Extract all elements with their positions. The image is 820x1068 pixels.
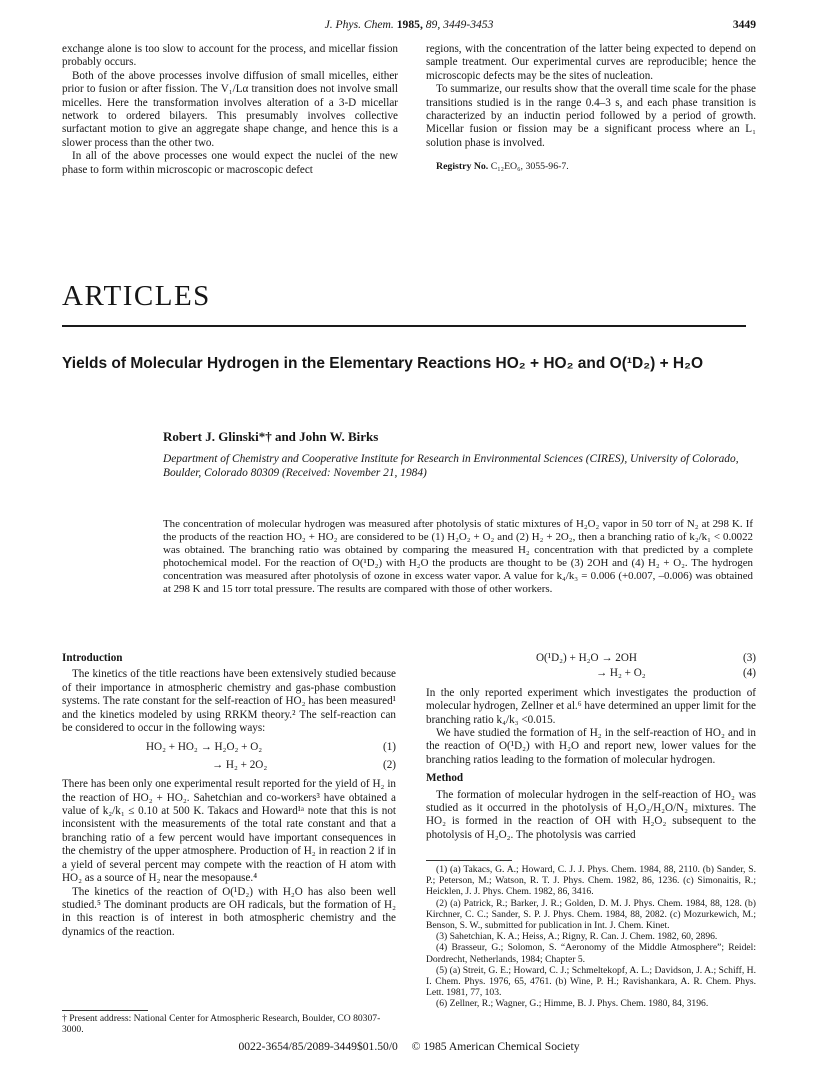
equation-4: [426, 667, 756, 680]
reference-item: (2) (a) Patrick, R.; Barker, J. R.; Golden, D. M. J. Phys. Chem. 1984, 88, 128. (b) Kirchner, C. C.; Sander, S. P. J. Phys. Chem. 1984, 88, 2082. (c) Mozurkewich, M.; Benson, S. W., submitted for publication in Int. J. Chem. Kinet.: [426, 897, 756, 932]
equation-number: (3): [743, 652, 756, 664]
journal-name: J. Phys. Chem.: [324, 18, 394, 31]
previous-article-right-column: [426, 43, 756, 174]
footnote-divider: [62, 1010, 148, 1011]
equation-number: (4): [743, 667, 756, 680]
introduction-heading: Introduction: [62, 652, 123, 664]
paragraph: To summarize, our results show that the overall time scale for the phase transitions studied is in the range 0.4–3 s, and each phase transition is characterized by an inductin period followed by a period of growth. Micellar fusion or fission may be a significant process where an L₁ solution phase is involved.: [426, 83, 756, 149]
paragraph: The formation of molecular hydrogen in the self-reaction of HO₂ was studied as it occurred in the photolysis of H₂O₂/H₂O/N₂ mixtures. The HO₂ is formed in the reaction of OH with H₂O₂ subsequent to the photolysis of H₂O₂. The photolysis was carried: [426, 788, 756, 841]
author-footnote: † Present address: National Center for Atmospheric Research, Boulder, CO 80307-3000.: [62, 1013, 381, 1035]
equation-text: → H₂ + O₂: [596, 667, 646, 680]
page-number: 3449: [732, 18, 756, 31]
article-code: 0022-3654/85/2089-3449$01.50/0: [238, 1040, 398, 1053]
reference-item: (6) Zellner, R.; Wagner, G.; Himme, B. J. Phys. Chem. 1980, 84, 3196.: [436, 998, 709, 1010]
equation-1: [62, 741, 396, 754]
paragraph: The kinetics of the title reactions have been extensively studied because of their importance in atmospheric chemistry and gas-phase combustion systems. The rate constant for the self-reaction of HO₂ has been measured¹ and the kinetics modeled by using RRKM theory.² The self-reaction can be considered to occur in the following ways:: [62, 668, 396, 735]
articles-section-heading: ARTICLES: [62, 280, 211, 312]
journal-year: 1985,: [396, 18, 423, 31]
article-authors: Robert J. Glinski*† and John W. Birks: [163, 429, 379, 444]
page-footer: [62, 1040, 756, 1053]
equation-3: [426, 652, 756, 665]
section-divider: [62, 325, 746, 327]
registry-number: [426, 160, 756, 173]
equation-text: O(¹D₂) + H₂O → 2OH: [536, 652, 637, 664]
article-abstract: The concentration of molecular hydrogen was measured after photolysis of static mixtures of H₂O₂ vapor in 50 torr of N₂ at 298 K. If the products of the reaction HO₂ + HO₂ are considered to be (1) H₂O₂ + O₂ and (2) H₂ + 2O₂, then a branching ratio of k₂/k₁ < 0.0022 was obtained. The branching ratio was obtained by comparing the measured H₂ concentration with that predicted by a complete photochemical model. For the reaction of O(¹D₂) with H₂O the products are thought to be (3) 2OH and (4) H₂ + O₂. The hydrogen concentration was measured after photolysis of ozone in excess water vapor. A value for k₄/k₃ = 0.006 (+0.007, –0.006) was obtained at 298 K and 15 torr total pressure. The results are compared with those of other workers.: [163, 518, 753, 596]
previous-article-left-column: [62, 43, 398, 177]
reference-item: (1) (a) Takacs, G. A.; Howard, C. J. J. Phys. Chem. 1984, 88, 2110. (b) Sander, S. P.; Peterson, M.; Watson, R. T. J. Phys. Chem. 1982, 86, 1236. (c) Simonaitis, R.; Heicklen, J. J. Phys. Chem. 1982, 86, 3416.: [426, 864, 756, 898]
registry-label: Registry No.: [436, 161, 489, 173]
references: [426, 864, 756, 1010]
reference-item: (4) Brasseur, G.; Solomon, S. “Aeronomy of the Middle Atmosphere”; Reidel: Dordrecht, Netherlands, 1984; Chapter 5.: [426, 942, 756, 965]
paragraph: exchange alone is too slow to account for the process, and micellar fission probably occurs.: [62, 43, 398, 69]
equation-2: [62, 759, 396, 772]
article-right-column: [426, 652, 756, 842]
equation-text: → H₂ + 2O₂: [212, 758, 268, 771]
registry-value: C₁₂EO₆, 3055-96-7.: [490, 161, 569, 173]
references-divider: [426, 860, 512, 861]
article-title: Yields of Molecular Hydrogen in the Elementary Reactions HO₂ + HO₂ and O(¹D₂) + H₂O: [62, 355, 704, 372]
equation-number: (1): [383, 741, 396, 754]
method-heading: Method: [426, 772, 464, 785]
running-header: [62, 18, 756, 34]
paragraph: We have studied the formation of H₂ in the self-reaction of HO₂ and in the reaction of O(¹D₂) with H₂O and report new, lower values for the branching ratios leading to the formation of molecular hydrogen.: [426, 727, 756, 766]
author-affiliation: Department of Chemistry and Cooperative Institute for Research in Environmental Sciences (CIRES), University of Colorado, Boulder, Colorado 80309 (Received: November 21, 1984): [163, 453, 739, 479]
reference-item: (3) Sahetchian, K. A.; Heiss, A.; Rigny, R. Can. J. Chem. 1982, 60, 2896.: [436, 931, 718, 943]
reference-item: (5) (a) Streit, G. E.; Howard, C. J.; Schmeltekopf, A. L.; Davidson, J. A.; Schiff, H. I. Chem. Phys. 1976, 65, 4761. (b) Wine, P. H.; Ravishankara, A. R. Chem. Phys. Lett. 1981, 77, 103.: [426, 964, 756, 999]
equation-number: (2): [383, 758, 396, 771]
paragraph: regions, with the concentration of the latter being expected to depend on sample treatment. Our experimental curves are reproducible; hence the microscopic defects may be the sites of nucleation.: [426, 43, 756, 82]
copyright: © 1985 American Chemical Society: [411, 1040, 580, 1053]
journal-citation: [62, 18, 756, 31]
paragraph: There has been only one experimental result reported for the yield of H₂ in the reaction of HO₂ + HO₂. Sahetchian and co-workers³ have obtained a value of k₂/k₁ ≤ 0.10 at 500 K. Takacs and Howard¹ᵃ note that this is not inconsistent with the measurements of the total rate constant and that a branching ratio of a few percent would have important consequences in the chemistry of the upper atmosphere. Production of H₂ in reaction 2 if in a yield of several percent may compete with the reaction of H atom with HO₂ as a source of H₂ near the mesopause.⁴: [62, 778, 396, 885]
paragraph: The kinetics of the reaction of O(¹D₂) with H₂O has also been well studied.⁵ The dominant products are OH radicals, but the formation of H₂ in this reaction is of interest in both atmospheric chemistry and the dynamics of the reaction.: [62, 885, 396, 938]
paragraph: Both of the above processes involve diffusion of small micelles, either prior to fusion or after fission. The V₁/Lα transition does not involve small micelles. Here the transformation involves alteration of a 3-D micellar network to ordered bilayers. This presumably involves collective surfactant motion to give an aggregate shape change, and hence this is a slower process than the other two.: [62, 69, 398, 149]
equation-text: HO₂ + HO₂ → H₂O₂ + O₂: [146, 741, 263, 754]
paragraph: In all of the above processes one would expect the nuclei of the new phase to form within microscopic or macroscopic defect: [62, 150, 398, 176]
journal-volume-pages: 89, 3449-3453: [425, 18, 494, 31]
article-left-column: [62, 652, 396, 939]
paragraph: In the only reported experiment which investigates the production of molecular hydrogen, Zellner et al.⁶ have determined an upper limit for the branching ratio k₄/k₃ <0.015.: [426, 686, 756, 726]
